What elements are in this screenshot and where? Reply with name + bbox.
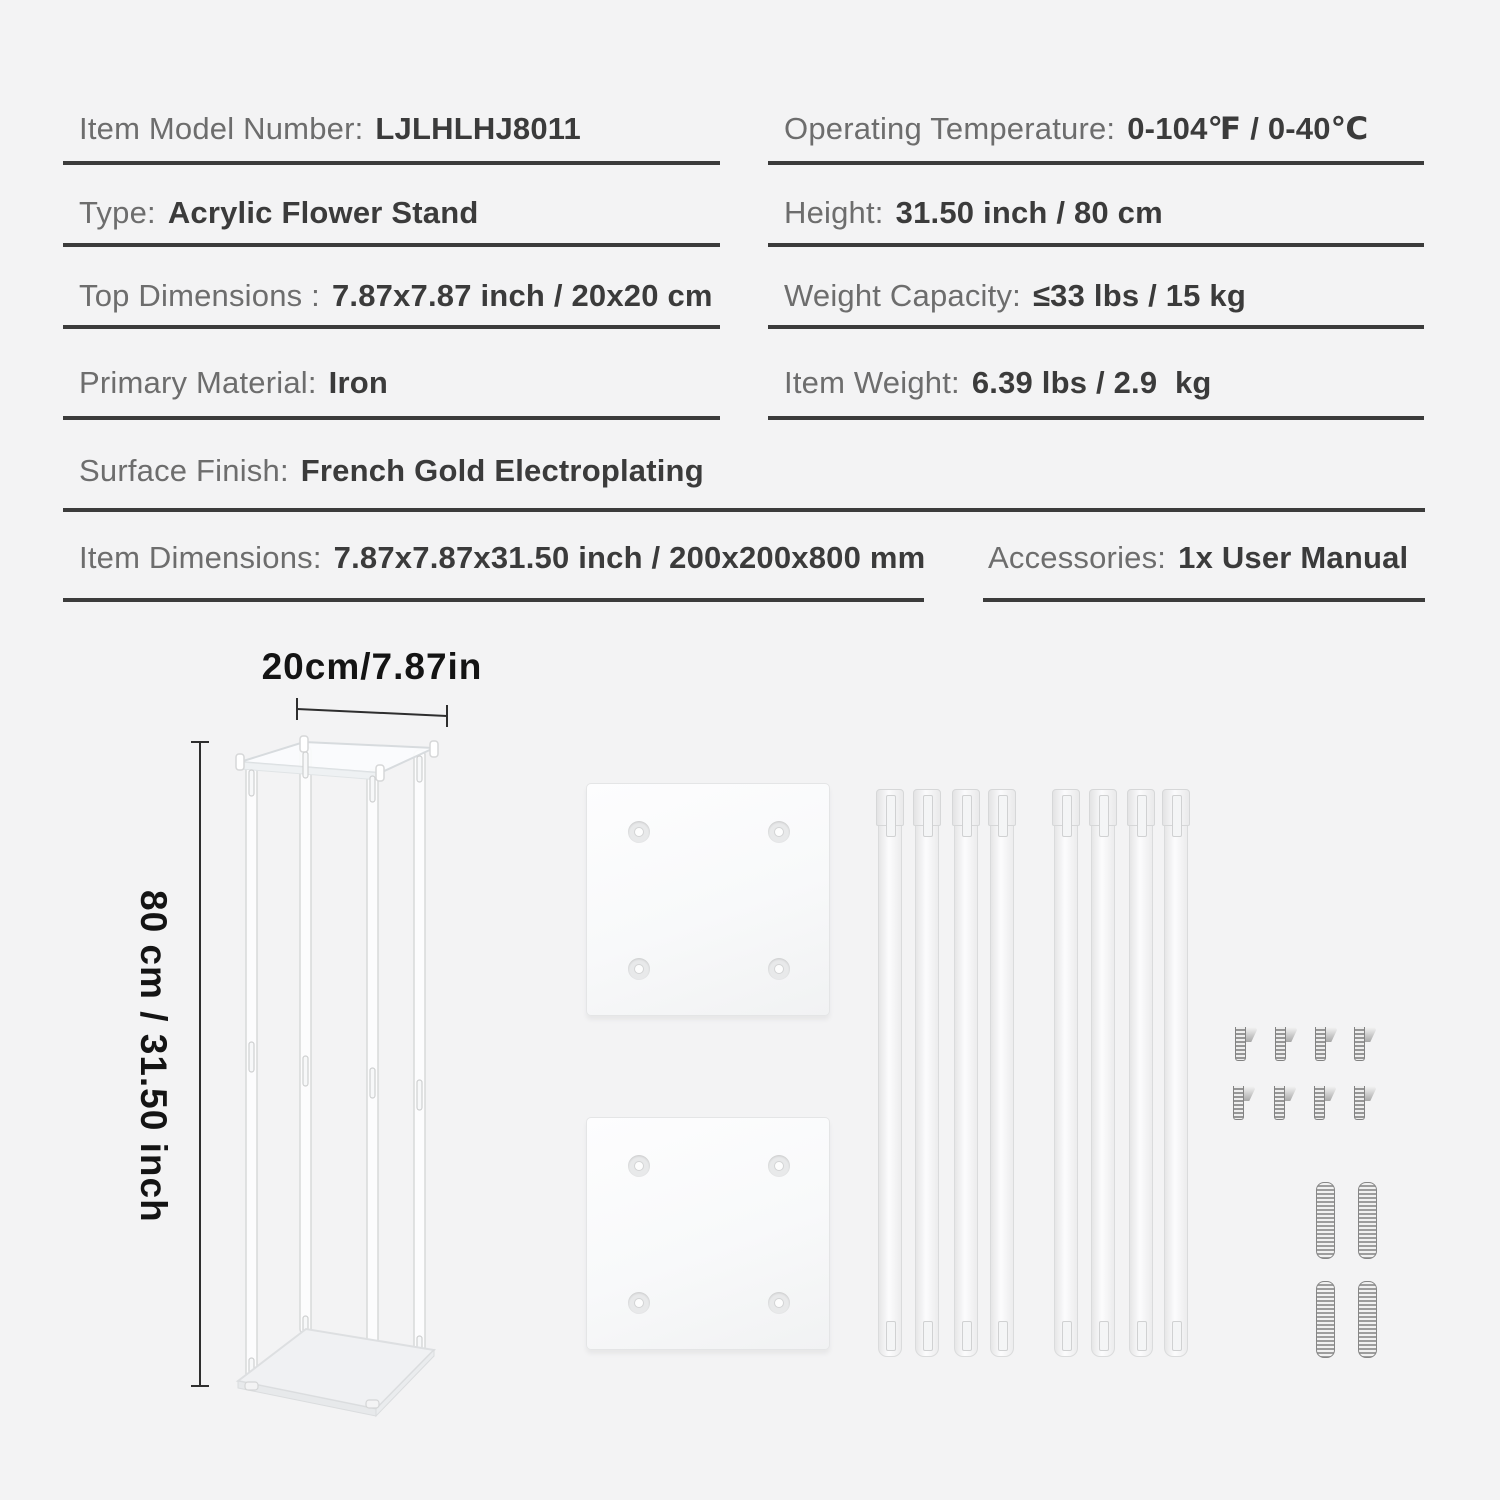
- screw-shaft: [1274, 1086, 1285, 1120]
- tube-slot: [1137, 1321, 1147, 1351]
- divider: [768, 325, 1424, 329]
- acrylic-panel: [586, 783, 830, 1016]
- screw-shaft: [1354, 1027, 1365, 1061]
- spec-row-weight-capacity: [768, 277, 1246, 315]
- tube-slot: [1099, 795, 1109, 837]
- support-tube: [915, 789, 939, 1357]
- spec-label: Accessories:: [988, 540, 1167, 575]
- spec-row-type: [63, 194, 478, 232]
- spec-value: 7.87x7.87 inch / 20x20 cm: [331, 278, 713, 313]
- support-tube: [990, 789, 1014, 1357]
- screw: [1314, 1086, 1336, 1136]
- spec-row-operating-temperature: [768, 110, 1368, 148]
- panel-hole: [768, 821, 790, 843]
- acrylic-panel: [586, 1117, 830, 1350]
- tube-slot: [1099, 1321, 1109, 1351]
- height-dimension-line: [191, 742, 209, 1386]
- screw: [1354, 1086, 1376, 1136]
- spec-label: Item Dimensions:: [79, 540, 322, 575]
- support-tube: [954, 789, 978, 1357]
- spec-row-height: [768, 194, 1163, 232]
- panel-hole-inner: [634, 1161, 644, 1171]
- panel-hole-inner: [774, 1298, 784, 1308]
- spec-row-item-weight: [768, 364, 1212, 402]
- support-tube: [1129, 789, 1153, 1357]
- panel-hole-inner: [774, 964, 784, 974]
- threaded-rod: [1316, 1182, 1335, 1259]
- divider: [768, 416, 1424, 420]
- spec-label: Type:: [79, 195, 156, 230]
- tube-slot: [962, 1321, 972, 1351]
- screw-shaft: [1275, 1027, 1286, 1061]
- tube-slot: [998, 795, 1008, 837]
- panel-hole-inner: [634, 827, 644, 837]
- spec-value: French Gold Electroplating: [300, 453, 704, 488]
- screw-shaft: [1235, 1027, 1246, 1061]
- screw-shaft: [1233, 1086, 1244, 1120]
- panel-hole: [768, 1292, 790, 1314]
- tube-slot: [886, 1321, 896, 1351]
- panel-hole: [768, 1155, 790, 1177]
- divider: [983, 598, 1425, 602]
- panel-hole-inner: [634, 1298, 644, 1308]
- stand-legs: [246, 746, 425, 1406]
- screw: [1233, 1086, 1255, 1136]
- tube-slot: [923, 1321, 933, 1351]
- screw: [1274, 1086, 1296, 1136]
- threaded-rod: [1316, 1281, 1335, 1358]
- spec-label: Operating Temperature:: [784, 111, 1116, 146]
- panel-hole: [628, 821, 650, 843]
- divider: [63, 598, 924, 602]
- tube-slot: [1137, 795, 1147, 837]
- threaded-rod: [1358, 1182, 1377, 1259]
- tube-slot: [1062, 1321, 1072, 1351]
- screw: [1275, 1027, 1297, 1077]
- height-dimension-label: 80 cm / 31.50 inch: [133, 890, 174, 1223]
- tube-slot: [962, 795, 972, 837]
- spec-value: Acrylic Flower Stand: [167, 195, 479, 230]
- support-tube: [1054, 789, 1078, 1357]
- support-tube: [1091, 789, 1115, 1357]
- divider: [63, 243, 720, 247]
- panel-hole-inner: [634, 964, 644, 974]
- stand-top-panel: [240, 742, 434, 780]
- spec-row-surface-finish: [63, 452, 704, 490]
- panel-hole: [768, 958, 790, 980]
- spec-value: ≤33 lbs / 15 kg: [1032, 278, 1246, 313]
- spec-value: LJLHLHJ8011: [375, 111, 581, 146]
- panel-hole: [628, 1292, 650, 1314]
- screw-shaft: [1354, 1086, 1365, 1120]
- width-dimension-line: [297, 698, 447, 727]
- spec-value: 6.39 lbs / 2.9 kg: [971, 365, 1212, 400]
- screw-shaft: [1314, 1086, 1325, 1120]
- divider: [768, 243, 1424, 247]
- spec-label: Weight Capacity:: [784, 278, 1021, 313]
- screw-shaft: [1315, 1027, 1326, 1061]
- spec-row-primary-material: [63, 364, 388, 402]
- divider: [768, 161, 1424, 165]
- spec-row-top-dimensions: [63, 277, 713, 315]
- flower-stand-illustration: [130, 640, 470, 1430]
- tube-slot: [1062, 795, 1072, 837]
- spec-value: 7.87x7.87x31.50 inch / 200x200x800 mm: [333, 540, 926, 575]
- top-width-dimension-label: 20cm/7.87in: [261, 646, 483, 687]
- panel-hole: [628, 958, 650, 980]
- divider: [63, 416, 720, 420]
- tube-slot: [923, 795, 933, 837]
- threaded-rod: [1358, 1281, 1377, 1358]
- spec-label: Item Model Number:: [79, 111, 364, 146]
- spec-label: Top Dimensions :: [79, 278, 320, 313]
- spec-value: 1x User Manual: [1178, 540, 1409, 575]
- spec-label: Item Weight:: [784, 365, 960, 400]
- divider: [63, 325, 720, 329]
- spec-row-item-model-number: [63, 110, 581, 148]
- screw: [1354, 1027, 1376, 1077]
- spec-label: Primary Material:: [79, 365, 317, 400]
- tube-slot: [998, 1321, 1008, 1351]
- spec-label: Surface Finish:: [79, 453, 289, 488]
- support-tube: [878, 789, 902, 1357]
- spec-row-item-dimensions: [63, 539, 925, 577]
- spec-value: 0-104℉ / 0-40℃: [1127, 111, 1369, 146]
- panel-hole-inner: [774, 1161, 784, 1171]
- support-tube: [1164, 789, 1188, 1357]
- panel-hole: [628, 1155, 650, 1177]
- spec-row-accessories: [983, 539, 1408, 577]
- tube-slot: [1172, 1321, 1182, 1351]
- divider: [63, 161, 720, 165]
- panel-hole-inner: [774, 827, 784, 837]
- tube-slot: [1172, 795, 1182, 837]
- tube-slot: [886, 795, 896, 837]
- spec-value: 31.50 inch / 80 cm: [895, 195, 1163, 230]
- screw: [1315, 1027, 1337, 1077]
- spec-value: Iron: [328, 365, 389, 400]
- spec-label: Height:: [784, 195, 884, 230]
- screw: [1235, 1027, 1257, 1077]
- divider: [63, 508, 1425, 512]
- stand-base-plate: [238, 1329, 434, 1416]
- stand-leg-slots: [249, 752, 422, 1400]
